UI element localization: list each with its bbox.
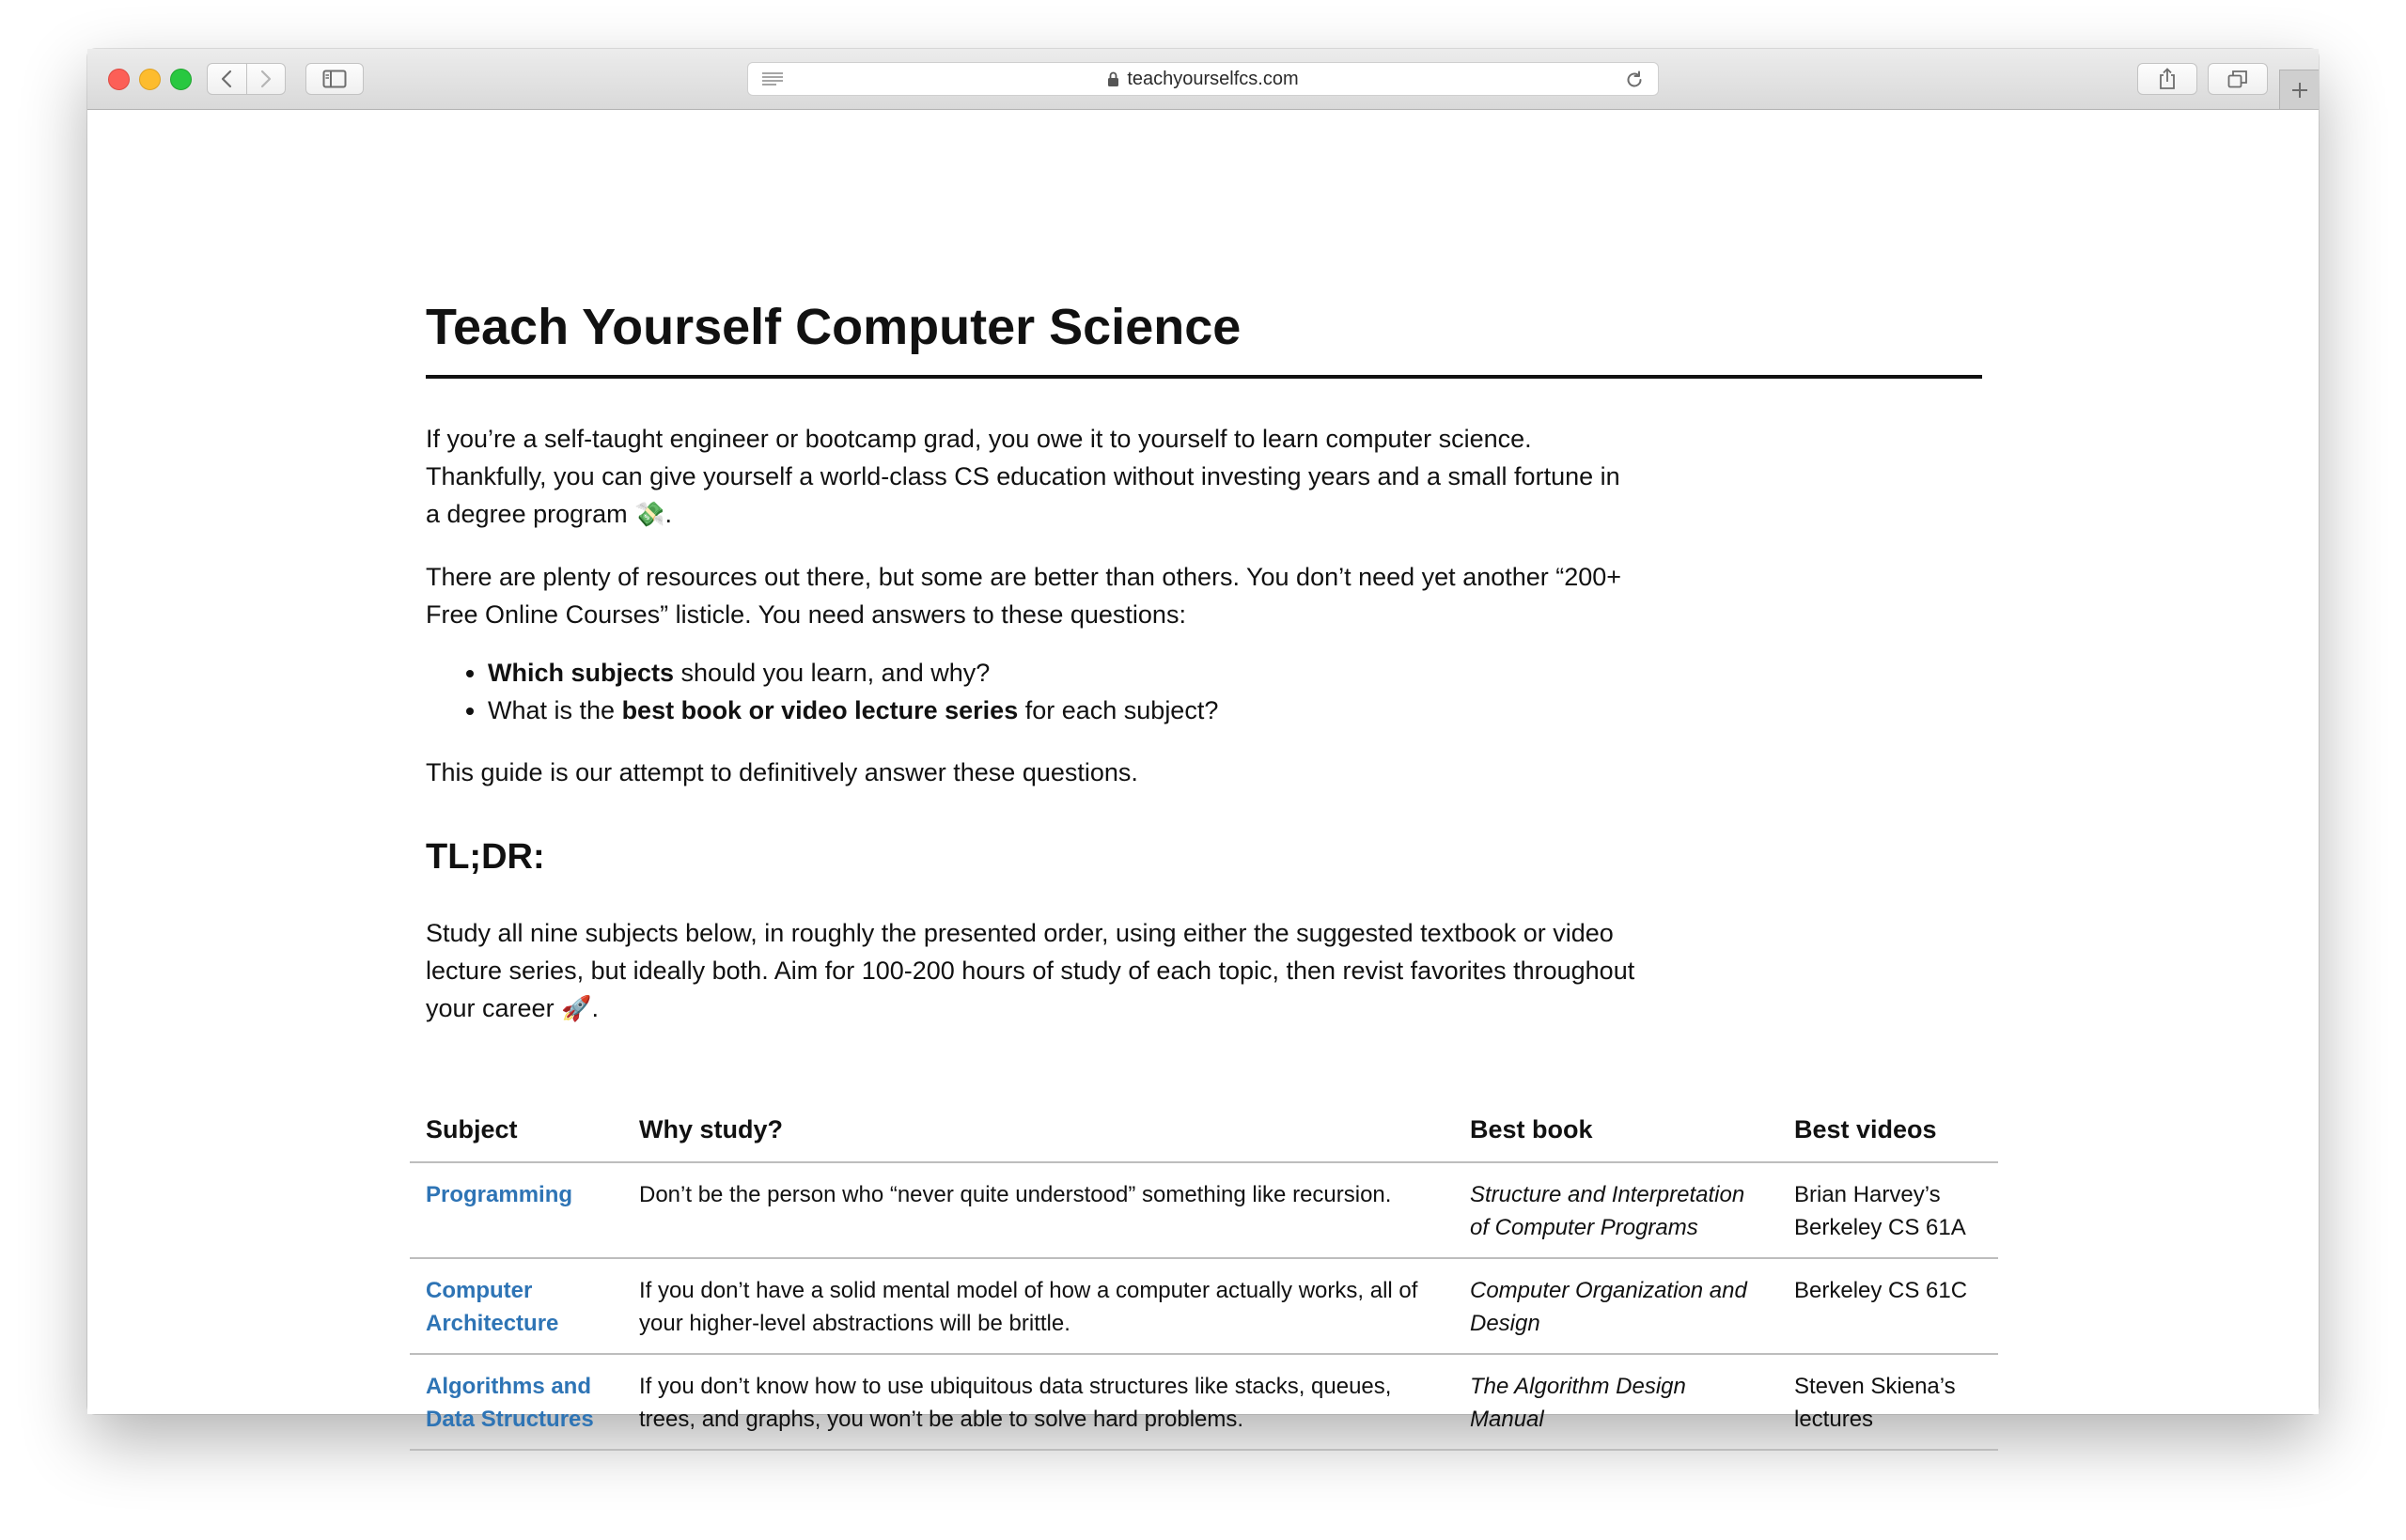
lock-icon (1107, 71, 1119, 87)
intro-section (426, 420, 1638, 816)
tabs-overview-icon (2227, 70, 2248, 88)
browser-window (87, 49, 2319, 1432)
intro-paragraph-1: If you’re a self-taught engineer or bootcamp grad, you owe it to yourself to learn computer science. Thankfully, you can give yourself a world-class CS education without investing years and a small fortune in a degree program 💸. (426, 425, 1620, 529)
subject-link-computer-architecture[interactable]: Computer Architecture (426, 1278, 559, 1336)
subject-cell (410, 1162, 623, 1258)
column-header-book: Best book (1454, 1106, 1778, 1162)
videos-cell: Brian Harvey’s Berkeley CS 61A (1778, 1162, 1998, 1258)
list-item (488, 692, 1638, 729)
new-tab-button[interactable] (2279, 70, 2319, 109)
chevron-right-icon (260, 70, 272, 88)
minimize-window-button[interactable] (139, 69, 161, 90)
column-header-videos: Best videos (1778, 1106, 1998, 1162)
sidebar-icon (322, 70, 347, 88)
reload-icon[interactable] (1624, 70, 1645, 90)
list-item (488, 654, 1638, 692)
table-row (410, 1162, 1998, 1258)
book-cell: The Algorithm Design Manual (1454, 1354, 1778, 1450)
summary-paragraph: Study all nine subjects below, in roughly the presented order, using either the suggested textbook or video lecture series, but ideally both. Aim for 100-200 hours of study of each topic, then revist favorites throughout your career 🚀. (426, 919, 1635, 1023)
money-emoji-icon: 💸 (634, 501, 665, 529)
why-cell: If you don’t know how to use ubiquitous data structures like stacks, queues, trees, and graphs, you won’t be able to solve hard problems. (623, 1354, 1454, 1450)
share-button[interactable] (2137, 63, 2197, 95)
book-cell: Structure and Interpretation of Computer Programs (1454, 1162, 1778, 1258)
browser-toolbar (87, 49, 2319, 110)
why-cell: If you don’t have a solid mental model of how a computer actually works, all of your higher-level abstractions will be brittle. (623, 1258, 1454, 1354)
navigation-buttons (207, 63, 286, 95)
chevron-left-icon (221, 70, 232, 88)
show-tabs-button[interactable] (2208, 63, 2268, 95)
subject-link-programming[interactable]: Programming (426, 1182, 573, 1207)
tldr-heading: TL;DR: (426, 837, 545, 877)
forward-button[interactable] (246, 64, 286, 94)
intro-paragraph-3: This guide is our attempt to definitively answer these questions. (426, 758, 1138, 786)
address-bar[interactable] (747, 62, 1659, 96)
question-text: What is the (488, 696, 622, 724)
subject-link-algorithms[interactable]: Algorithms and Data Structures (426, 1374, 594, 1432)
subject-cell (410, 1258, 623, 1354)
reader-view-icon[interactable] (761, 71, 784, 86)
question-text: should you learn, and why? (674, 659, 991, 687)
book-cell: Computer Organization and Design (1454, 1258, 1778, 1354)
question-text: for each subject? (1018, 696, 1219, 724)
rocket-emoji-icon: 🚀 (561, 995, 592, 1023)
close-window-button[interactable] (108, 69, 130, 90)
subject-cell (410, 1354, 623, 1450)
summary-text: Study all nine subjects below, in roughly the presented order, using either the suggested textbook or video lecture series, but ideally both. Aim for 100-200 hours of study of each topic, then revist favorites throughout your career (426, 919, 1635, 1022)
url-text: teachyourselfcs.com (1127, 68, 1299, 89)
table-row (410, 1354, 1998, 1450)
question-emphasis: Which subjects (488, 659, 675, 687)
plus-icon (2290, 81, 2309, 100)
subjects-table (410, 1106, 1998, 1451)
back-button[interactable] (208, 64, 246, 94)
page-content (87, 110, 2319, 1432)
why-cell: Don’t be the person who “never quite understood” something like recursion. (623, 1162, 1454, 1258)
table-row (410, 1258, 1998, 1354)
column-header-why: Why study? (623, 1106, 1454, 1162)
share-icon (2158, 68, 2177, 90)
page-title: Teach Yourself Computer Science (426, 298, 1982, 379)
videos-cell: Steven Skiena’s lectures (1778, 1354, 1998, 1450)
intro-paragraph-1-text: If you’re a self-taught engineer or bootcamp grad, you owe it to yourself to learn computer science. Thankfully, you can give yourself a world-class CS education without investing years and a small fortune in a degree program (426, 425, 1620, 528)
column-header-subject: Subject (410, 1106, 623, 1162)
question-emphasis: best book or video lecture series (621, 696, 1019, 724)
sidebar-toggle-button[interactable] (305, 63, 364, 95)
table-header-row (410, 1106, 1998, 1162)
videos-cell: Berkeley CS 61C (1778, 1258, 1998, 1354)
intro-paragraph-2: There are plenty of resources out there, but some are better than others. You don’t need yet another “200+ Free Online Courses” listicle. You need answers to these questions: (426, 563, 1622, 629)
zoom-window-button[interactable] (170, 69, 192, 90)
questions-list (426, 654, 1638, 729)
